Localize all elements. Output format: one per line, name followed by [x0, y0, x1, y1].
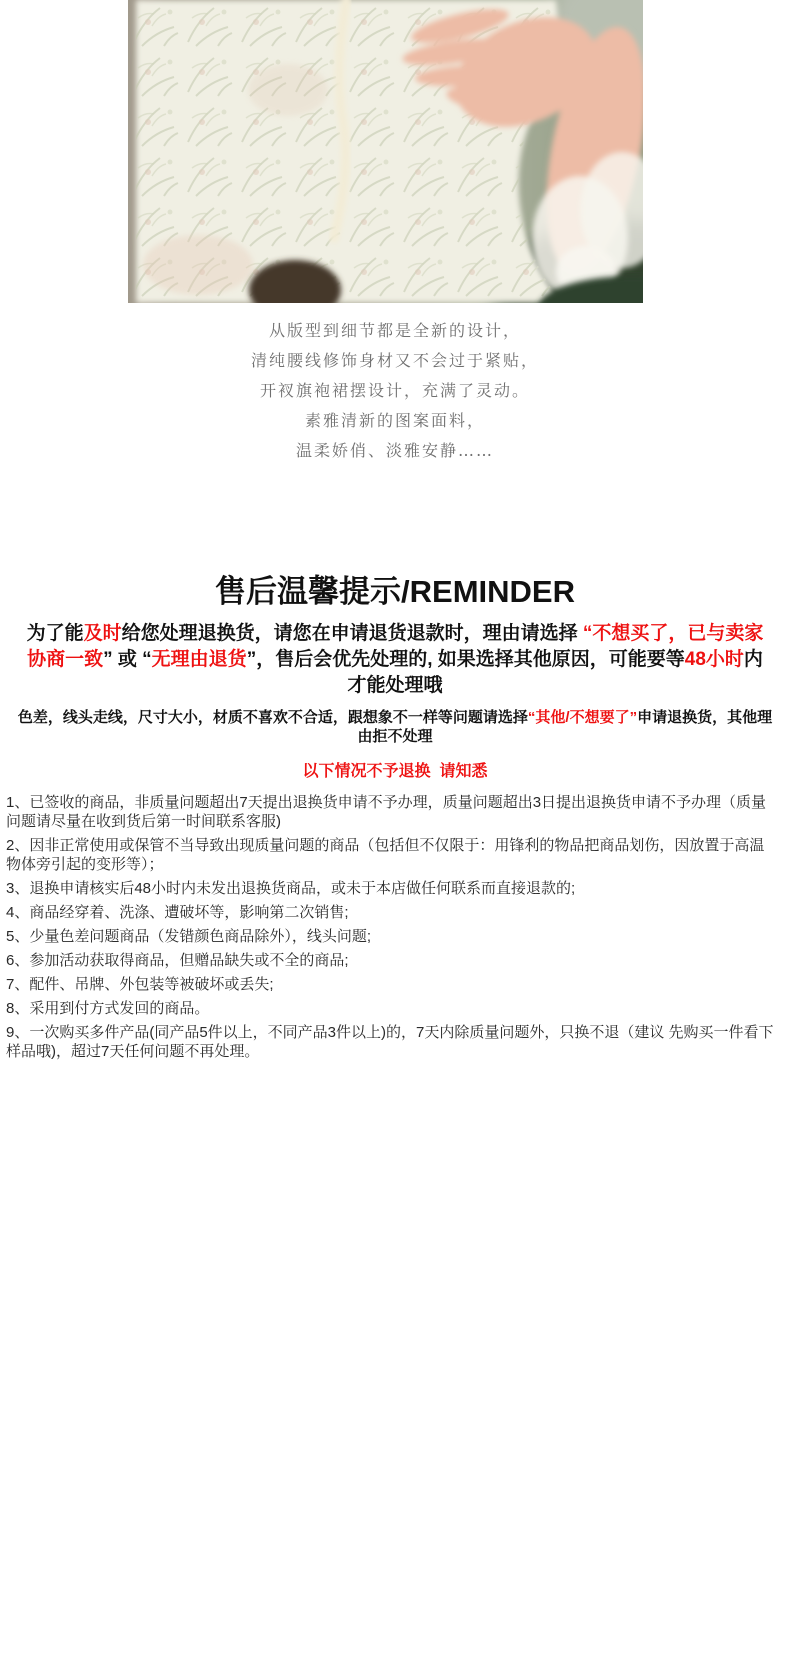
no-return-conditions-list	[6, 793, 778, 1061]
highlighted-text-segment: “不想买了，已与卖家协商一致	[27, 623, 764, 670]
list-item: 9、一次购买多件产品(同产品5件以上，不同产品3件以上)的，7天内除质量问题外，只换不退（建议 先购买一件看下样品哦)，超过7天任何问题不再处理。	[6, 1024, 774, 1060]
highlighted-text-segment: 48小时	[684, 649, 744, 670]
list-item: 2、因非正常使用或保管不当导致出现质量问题的商品（包括但不仅限于：用锋利的物品把商品划伤，因放置于高温物体旁引起的变形等）；	[6, 837, 765, 873]
product-description-poem	[0, 316, 790, 466]
poem-line: 温柔娇俏、淡雅安静……	[295, 441, 494, 460]
list-item: 4、商品经穿着、洗涤、遭破坏等，影响第二次销售;	[6, 904, 349, 921]
return-policy-paragraph	[21, 621, 769, 699]
poem-line: 从版型到细节都是全新的设计，	[268, 321, 521, 340]
reminder-title: 售后温馨提示/REMINDER	[215, 574, 575, 609]
poem-line: 开衩旗袍裙摆设计，充满了灵动。	[259, 381, 530, 400]
text-segment: 内才能处理哦	[347, 649, 763, 696]
text-segment: 给您处理退换货，请您在申请退货退款时，理由请选择	[121, 623, 583, 644]
text-segment: 申请退换货，其他理由拒不处理	[357, 709, 773, 745]
highlighted-text-segment: “其他/不想要了”	[527, 709, 638, 726]
text-segment: 色差，线头走线，尺寸大小，材质不喜欢不合适，跟想象不一样等问题请选择	[17, 709, 528, 726]
highlighted-text-segment: 及时	[83, 623, 122, 644]
text-segment: 为了能	[26, 623, 84, 644]
list-item: 5、少量色差问题商品（发错颜色商品除外），线头问题;	[6, 928, 372, 945]
poem-line: 清纯腰线修饰身材又不会过于紧贴，	[250, 351, 539, 370]
list-item: 3、退换申请核实后48小时内未发出退换货商品，或未于本店做任何联系而直接退款的;	[6, 880, 576, 897]
no-return-notice-title: 以下情况不予退换 请知悉	[302, 763, 488, 780]
text-segment: ” 或 “	[103, 649, 152, 670]
highlighted-text-segment: 无理由退货	[151, 649, 247, 670]
list-item: 8、采用到付方式发回的商品。	[6, 1000, 210, 1017]
qipao-model-photo	[128, 0, 643, 303]
other-issues-paragraph	[15, 708, 775, 746]
hero-photo	[128, 0, 643, 303]
list-item: 7、配件、吊牌、外包装等被破坏或丢失;	[6, 976, 274, 993]
list-item: 1、已签收的商品，非质量问题超出7天提出退换货申请不予办理，质量问题超出3日提出退换货申请不予办理（质量问题请尽量在收到货后第一时间联系客服)	[6, 794, 767, 830]
poem-line: 素雅清新的图案面料，	[304, 411, 485, 430]
text-segment: ”，售后会优先处理的, 如果选择其他原因，可能要等	[246, 649, 685, 670]
list-item: 6、参加活动获取得商品，但赠品缺失或不全的商品;	[6, 952, 349, 969]
